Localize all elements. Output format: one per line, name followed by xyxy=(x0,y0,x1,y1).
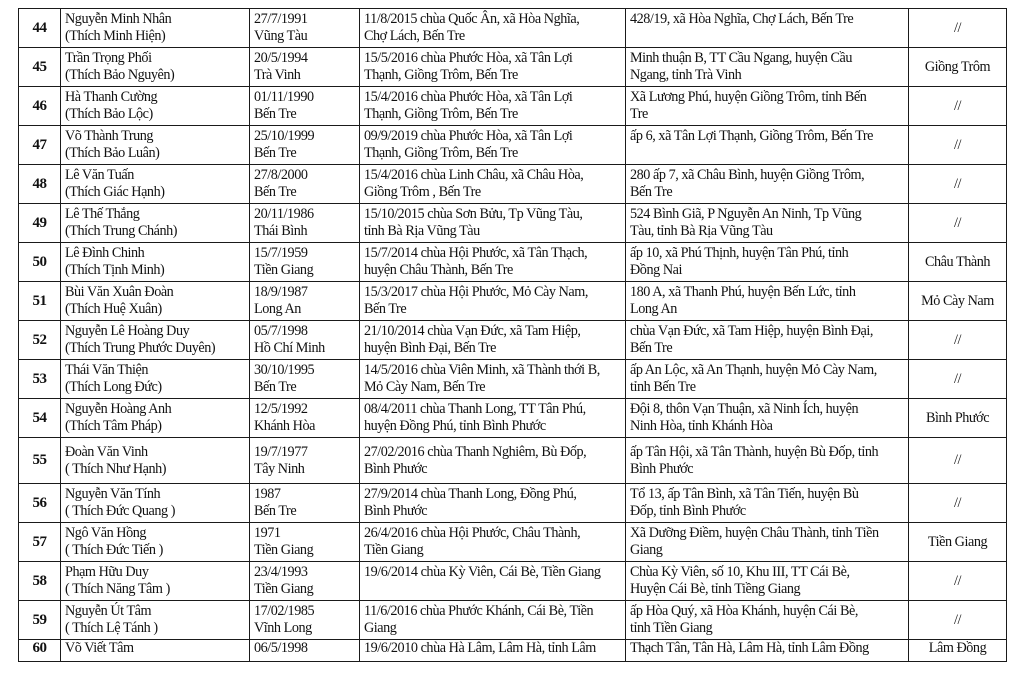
residence-line-1: Chùa Kỳ Viên, số 10, Khu III, TT Cái Bè, xyxy=(630,564,850,580)
residence-line-1: 524 Bình Giã, P Nguyễn An Ninh, Tp Vũng xyxy=(630,206,862,222)
ordination-cell xyxy=(360,523,626,562)
birth-cell xyxy=(250,562,360,601)
table-row xyxy=(19,360,1007,399)
row-number-cell: 46 xyxy=(19,87,61,126)
birth-place: Khánh Hòa xyxy=(254,418,315,434)
birth-cell xyxy=(250,484,360,523)
residence-line-1: Xã Lương Phú, huyện Giồng Trôm, tỉnh Bến xyxy=(630,89,867,105)
birth-cell xyxy=(250,640,360,662)
birth-cell xyxy=(250,523,360,562)
ordination-line-2: huyện Bình Đại, Bến Tre xyxy=(364,340,496,356)
dharma-name: (Thích Bảo Nguyên) xyxy=(65,67,175,83)
row-number-cell: 51 xyxy=(19,282,61,321)
residence-line-1: chùa Vạn Đức, xã Tam Hiệp, huyện Bình Đại, xyxy=(630,323,873,339)
note-cell: // xyxy=(909,204,1007,243)
birth-date: 06/5/1998 xyxy=(254,640,308,656)
dharma-name: (Thích Giác Hạnh) xyxy=(65,184,165,200)
ordination-cell xyxy=(360,204,626,243)
birth-cell xyxy=(250,204,360,243)
note-cell: Tiền Giang xyxy=(909,523,1007,562)
residence-line-2: Ngang, tỉnh Trà Vinh xyxy=(630,67,742,83)
ordination-line-1: 26/4/2016 chùa Hội Phước, Châu Thành, xyxy=(364,525,581,541)
residence-line-1: Đội 8, thôn Vạn Thuận, xã Ninh Ích, huyện xyxy=(630,401,859,417)
residence-line-1: Minh thuận B, TT Cầu Ngang, huyện Cầu xyxy=(630,50,853,66)
residence-line-2: Huyện Cái Bè, tỉnh Tiềng Giang xyxy=(630,581,801,597)
residence-cell xyxy=(626,523,909,562)
residence-line-2: Ninh Hòa, tỉnh Khánh Hòa xyxy=(630,418,773,434)
ordination-cell xyxy=(360,438,626,484)
residence-line-2: Tre xyxy=(630,106,648,122)
row-number-cell: 44 xyxy=(19,9,61,48)
name-cell xyxy=(61,523,250,562)
note-cell: Châu Thành xyxy=(909,243,1007,282)
birth-cell xyxy=(250,601,360,640)
ordination-line-2: Thạnh, Giồng Trôm, Bến Tre xyxy=(364,106,518,122)
note-cell: // xyxy=(909,438,1007,484)
name-cell xyxy=(61,562,250,601)
birth-date: 18/9/1987 xyxy=(254,284,308,300)
table-row xyxy=(19,640,1007,662)
note-cell: // xyxy=(909,165,1007,204)
ordination-line-1: 15/3/2017 chùa Hội Phước, Mỏ Cày Nam, xyxy=(364,284,588,300)
residence-line-2: Đốp, tỉnh Bình Phước xyxy=(630,503,746,519)
residence-cell xyxy=(626,87,909,126)
ordination-cell xyxy=(360,640,626,662)
residence-cell xyxy=(626,48,909,87)
ordination-line-2: tỉnh Bà Rịa Vũng Tàu xyxy=(364,223,480,239)
ordination-cell xyxy=(360,399,626,438)
ordination-cell xyxy=(360,484,626,523)
birth-place: Hồ Chí Minh xyxy=(254,340,325,356)
ordination-cell xyxy=(360,165,626,204)
table-body xyxy=(19,9,1007,662)
residence-cell xyxy=(626,399,909,438)
lay-name: Võ Viết Tâm xyxy=(65,640,134,656)
birth-place: Bến Tre xyxy=(254,106,297,122)
table-row xyxy=(19,321,1007,360)
dharma-name: ( Thích Đức Quang ) xyxy=(65,503,175,519)
ordination-cell xyxy=(360,243,626,282)
residence-line-1: Tổ 13, ấp Tân Bình, xã Tân Tiến, huyện Bù xyxy=(630,486,859,502)
dharma-name: (Thích Tâm Pháp) xyxy=(65,418,162,434)
table-row xyxy=(19,399,1007,438)
row-number-cell: 49 xyxy=(19,204,61,243)
row-number-cell: 59 xyxy=(19,601,61,640)
birth-cell xyxy=(250,126,360,165)
birth-cell xyxy=(250,165,360,204)
name-cell xyxy=(61,126,250,165)
dharma-name: (Thích Tịnh Minh) xyxy=(65,262,165,278)
birth-date: 1971 xyxy=(254,525,281,541)
birth-date: 05/7/1998 xyxy=(254,323,308,339)
lay-name: Võ Thành Trung xyxy=(65,128,154,144)
ordination-line-2 xyxy=(364,581,625,598)
ordination-line-2: Bến Tre xyxy=(364,301,407,317)
birth-date: 19/7/1977 xyxy=(254,443,308,460)
table-row xyxy=(19,126,1007,165)
note-cell: Lâm Đồng xyxy=(909,640,1007,662)
ordination-line-1: 27/9/2014 chùa Thanh Long, Đồng Phú, xyxy=(364,486,577,502)
birth-cell xyxy=(250,48,360,87)
table-row xyxy=(19,9,1007,48)
birth-cell xyxy=(250,399,360,438)
dharma-name: (Thích Long Đức) xyxy=(65,379,162,395)
row-number-cell: 48 xyxy=(19,165,61,204)
birth-date: 12/5/1992 xyxy=(254,401,308,417)
ordination-cell xyxy=(360,282,626,321)
note-cell: // xyxy=(909,321,1007,360)
ordination-line-2: Chợ Lách, Bến Tre xyxy=(364,28,465,44)
lay-name: Lê Thế Thắng xyxy=(65,206,140,222)
note-cell: // xyxy=(909,562,1007,601)
row-number-cell: 54 xyxy=(19,399,61,438)
birth-place: Thái Bình xyxy=(254,223,308,239)
row-number-cell: 57 xyxy=(19,523,61,562)
table-row xyxy=(19,204,1007,243)
birth-date: 17/02/1985 xyxy=(254,603,315,619)
ordination-line-1: 11/6/2016 chùa Phước Khánh, Cái Bè, Tiền xyxy=(364,603,594,619)
name-cell xyxy=(61,282,250,321)
residence-cell xyxy=(626,204,909,243)
residence-line-2 xyxy=(630,28,908,45)
note-cell: // xyxy=(909,87,1007,126)
residence-line-2: Đồng Nai xyxy=(630,262,682,278)
birth-cell xyxy=(250,360,360,399)
residence-line-2: tỉnh Bến Tre xyxy=(630,379,696,395)
lay-name: Nguyễn Hoàng Anh xyxy=(65,401,172,417)
birth-place: Long An xyxy=(254,301,301,317)
birth-place: Bến Tre xyxy=(254,379,297,395)
residence-cell xyxy=(626,321,909,360)
table-row xyxy=(19,48,1007,87)
dharma-name: (Thích Trung Chánh) xyxy=(65,223,178,239)
note-cell: // xyxy=(909,126,1007,165)
residence-cell xyxy=(626,484,909,523)
dharma-name: ( Thích Lệ Tánh ) xyxy=(65,620,158,636)
row-number-cell: 50 xyxy=(19,243,61,282)
name-cell xyxy=(61,399,250,438)
table-row xyxy=(19,523,1007,562)
name-cell xyxy=(61,438,250,484)
name-cell xyxy=(61,9,250,48)
table-row xyxy=(19,484,1007,523)
note-cell: // xyxy=(909,484,1007,523)
birth-place: Vũng Tàu xyxy=(254,28,308,44)
row-number-cell: 56 xyxy=(19,484,61,523)
birth-date: 27/8/2000 xyxy=(254,167,308,183)
ordination-cell xyxy=(360,87,626,126)
ordination-cell xyxy=(360,360,626,399)
note-cell: Giồng Trôm xyxy=(909,48,1007,87)
residence-line-1: ấp 6, xã Tân Lợi Thạnh, Giồng Trôm, Bến Tre xyxy=(630,128,874,144)
row-number-cell: 58 xyxy=(19,562,61,601)
residence-line-1: ấp Tân Hội, xã Tân Thành, huyện Bù Đốp, tỉnh xyxy=(630,443,879,460)
row-number-cell: 47 xyxy=(19,126,61,165)
birth-place: Vĩnh Long xyxy=(254,620,312,636)
residence-line-2 xyxy=(630,145,908,162)
dharma-name: (Thích Trung Phước Duyên) xyxy=(65,340,216,356)
residence-cell xyxy=(626,9,909,48)
name-cell xyxy=(61,204,250,243)
table-row xyxy=(19,282,1007,321)
table-row xyxy=(19,601,1007,640)
ordination-line-2: Mỏ Cày Nam, Bến Tre xyxy=(364,379,486,395)
name-cell xyxy=(61,601,250,640)
residence-cell xyxy=(626,282,909,321)
residence-cell xyxy=(626,601,909,640)
birth-date: 30/10/1995 xyxy=(254,362,315,378)
lay-name: Nguyễn Văn Tính xyxy=(65,486,161,502)
residence-line-2: Giang xyxy=(630,542,663,558)
dharma-name: ( Thích Năng Tâm ) xyxy=(65,581,170,597)
residence-cell xyxy=(626,360,909,399)
ordination-line-1: 19/6/2014 chùa Kỳ Viên, Cái Bè, Tiền Giang xyxy=(364,564,601,580)
birth-date: 25/10/1999 xyxy=(254,128,315,144)
note-cell: // xyxy=(909,601,1007,640)
ordination-cell xyxy=(360,562,626,601)
lay-name: Lê Văn Tuấn xyxy=(65,167,134,183)
ordination-line-2: Giang xyxy=(364,620,397,636)
lay-name: Trần Trọng Phối xyxy=(65,50,152,66)
residence-line-1: ấp Hòa Quý, xã Hòa Khánh, huyện Cái Bè, xyxy=(630,603,858,619)
residence-cell xyxy=(626,562,909,601)
ordination-cell xyxy=(360,321,626,360)
note-cell: Mỏ Cày Nam xyxy=(909,282,1007,321)
residence-line-1: Xã Dưỡng Điềm, huyện Châu Thành, tỉnh Tiền xyxy=(630,525,879,541)
ordination-line-1: 19/6/2010 chùa Hà Lâm, Lâm Hà, tỉnh Lâm xyxy=(364,640,596,656)
birth-place: Bến Tre xyxy=(254,145,297,161)
ordination-line-1: 15/4/2016 chùa Linh Châu, xã Châu Hòa, xyxy=(364,167,584,183)
birth-cell xyxy=(250,9,360,48)
lay-name: Nguyễn Minh Nhân xyxy=(65,11,172,27)
ordination-cell xyxy=(360,48,626,87)
birth-cell xyxy=(250,243,360,282)
residence-line-2: tỉnh Tiền Giang xyxy=(630,620,713,636)
table-row xyxy=(19,438,1007,484)
residence-cell xyxy=(626,640,909,662)
residence-cell xyxy=(626,165,909,204)
birth-cell xyxy=(250,87,360,126)
lay-name: Thái Văn Thiện xyxy=(65,362,149,378)
ordination-line-2: huyện Châu Thành, Bến Tre xyxy=(364,262,513,278)
birth-place: Tiền Giang xyxy=(254,542,314,558)
lay-name: Nguyễn Lê Hoàng Duy xyxy=(65,323,190,339)
ordination-line-1: 09/9/2019 chùa Phước Hòa, xã Tân Lợi xyxy=(364,128,573,144)
table-row xyxy=(19,243,1007,282)
birth-date: 01/11/1990 xyxy=(254,89,314,105)
residence-line-2: Bến Tre xyxy=(630,340,673,356)
residence-line-2: Long An xyxy=(630,301,677,317)
ordination-line-2: Bình Phước xyxy=(364,503,428,519)
ordination-line-1: 14/5/2016 chùa Viên Minh, xã Thành thới B, xyxy=(364,362,600,378)
birth-place: Bến Tre xyxy=(254,503,297,519)
residence-line-1: ấp An Lộc, xã An Thạnh, huyện Mỏ Cày Nam, xyxy=(630,362,877,378)
row-number-cell: 53 xyxy=(19,360,61,399)
lay-name: Bùi Văn Xuân Đoàn xyxy=(65,284,174,300)
birth-date: 20/11/1986 xyxy=(254,206,314,222)
ordination-line-2: Giồng Trôm , Bến Tre xyxy=(364,184,481,200)
lay-name: Ngô Văn Hồng xyxy=(65,525,147,541)
name-cell xyxy=(61,640,250,662)
table-row xyxy=(19,165,1007,204)
birth-cell xyxy=(250,321,360,360)
dharma-name: ( Thích Như Hạnh) xyxy=(65,460,167,477)
residence-line-1: Thạch Tân, Tân Hà, Lâm Hà, tỉnh Lâm Đồng xyxy=(630,640,869,656)
name-cell xyxy=(61,165,250,204)
residence-line-1: ấp 10, xã Phú Thịnh, huyện Tân Phú, tỉnh xyxy=(630,245,849,261)
note-cell: // xyxy=(909,360,1007,399)
ordination-line-2: Bình Phước xyxy=(364,460,428,477)
table-row xyxy=(19,562,1007,601)
lay-name: Lê Đình Chinh xyxy=(65,245,145,261)
lay-name: Phạm Hữu Duy xyxy=(65,564,149,580)
row-number-cell: 52 xyxy=(19,321,61,360)
residence-line-2: Bến Tre xyxy=(630,184,673,200)
birth-cell xyxy=(250,438,360,484)
birth-place: Tiền Giang xyxy=(254,581,314,597)
dharma-name: (Thích Bảo Luân) xyxy=(65,145,160,161)
name-cell xyxy=(61,87,250,126)
birth-date: 27/7/1991 xyxy=(254,11,308,27)
ordination-line-2: Tiền Giang xyxy=(364,542,424,558)
ordination-cell xyxy=(360,9,626,48)
name-cell xyxy=(61,321,250,360)
birth-place: Trà Vinh xyxy=(254,67,301,83)
ordination-line-1: 21/10/2014 chùa Vạn Đức, xã Tam Hiệp, xyxy=(364,323,581,339)
name-cell xyxy=(61,48,250,87)
birth-place: Tây Ninh xyxy=(254,460,305,477)
birth-date: 1987 xyxy=(254,486,281,502)
birth-cell xyxy=(250,282,360,321)
dharma-name: (Thích Huệ Xuân) xyxy=(65,301,162,317)
ordination-line-2: huyện Đồng Phú, tỉnh Bình Phước xyxy=(364,418,546,434)
ordination-cell xyxy=(360,601,626,640)
birth-place: Tiền Giang xyxy=(254,262,314,278)
name-cell xyxy=(61,360,250,399)
ordination-line-2: Thạnh, Giồng Trôm, Bến Tre xyxy=(364,67,518,83)
ordination-cell xyxy=(360,126,626,165)
table-row xyxy=(19,87,1007,126)
ordination-line-2: Thạnh, Giồng Trôm, Bến Tre xyxy=(364,145,518,161)
note-cell: // xyxy=(909,9,1007,48)
row-number-cell: 60 xyxy=(19,640,61,662)
birth-date: 20/5/1994 xyxy=(254,50,308,66)
residence-line-1: 280 ấp 7, xã Châu Bình, huyện Giồng Trôm, xyxy=(630,167,865,183)
ordination-line-1: 27/02/2016 chùa Thanh Nghiêm, Bù Đốp, xyxy=(364,443,587,460)
dharma-name: (Thích Minh Hiện) xyxy=(65,28,166,44)
ordination-line-1: 15/7/2014 chùa Hội Phước, xã Tân Thạch, xyxy=(364,245,588,261)
name-cell xyxy=(61,243,250,282)
residence-line-2: Bình Phước xyxy=(630,460,694,477)
row-number-cell: 55 xyxy=(19,438,61,484)
birth-date: 15/7/1959 xyxy=(254,245,308,261)
ordination-line-1: 11/8/2015 chùa Quốc Ân, xã Hòa Nghĩa, xyxy=(364,11,580,27)
residence-line-1: 180 A, xã Thanh Phú, huyện Bến Lức, tỉnh xyxy=(630,284,856,300)
birth-place: Bến Tre xyxy=(254,184,297,200)
lay-name: Đoàn Văn Vinh xyxy=(65,443,148,460)
lay-name: Hà Thanh Cường xyxy=(65,89,158,105)
birth-date: 23/4/1993 xyxy=(254,564,308,580)
dharma-name: ( Thích Đức Tiến ) xyxy=(65,542,163,558)
residence-line-1: 428/19, xã Hòa Nghĩa, Chợ Lách, Bến Tre xyxy=(630,11,854,27)
name-cell xyxy=(61,484,250,523)
row-number-cell: 45 xyxy=(19,48,61,87)
monk-registry-table xyxy=(18,8,1007,662)
ordination-line-1: 15/5/2016 chùa Phước Hòa, xã Tân Lợi xyxy=(364,50,573,66)
ordination-line-1: 15/4/2016 chùa Phước Hòa, xã Tân Lợi xyxy=(364,89,573,105)
note-cell: Bình Phước xyxy=(909,399,1007,438)
lay-name: Nguyễn Út Tâm xyxy=(65,603,152,619)
residence-cell xyxy=(626,438,909,484)
residence-cell xyxy=(626,243,909,282)
dharma-name: (Thích Bảo Lộc) xyxy=(65,106,153,122)
residence-cell xyxy=(626,126,909,165)
ordination-line-1: 08/4/2011 chùa Thanh Long, TT Tân Phú, xyxy=(364,401,586,417)
residence-line-2: Tàu, tỉnh Bà Rịa Vũng Tàu xyxy=(630,223,773,239)
ordination-line-1: 15/10/2015 chùa Sơn Bửu, Tp Vũng Tàu, xyxy=(364,206,583,222)
